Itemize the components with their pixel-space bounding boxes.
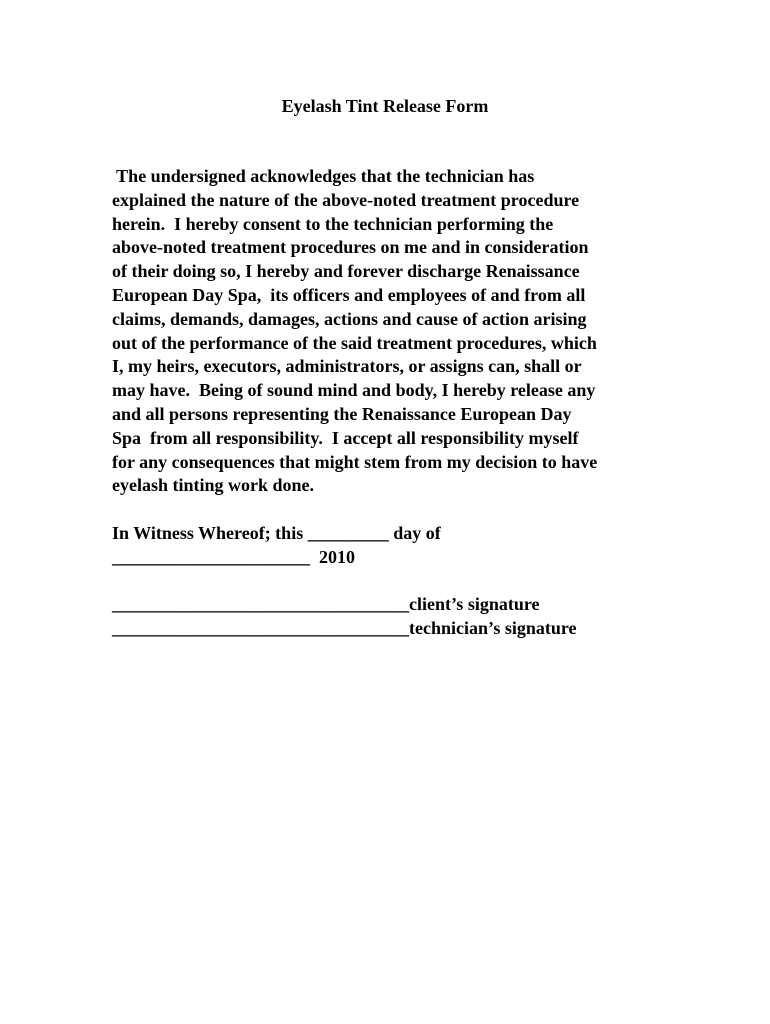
body-line: may have. Being of sound mind and body, I hereby release any <box>112 380 596 401</box>
body-line: European Day Spa, its officers and employees of and from all <box>112 284 586 305</box>
witness-date-line: In Witness Whereof; this _________ day of <box>112 522 441 543</box>
body-line: above-noted treatment procedures on me and in consideration <box>112 237 589 258</box>
body-line: The undersigned acknowledges that the technician has <box>112 166 535 186</box>
technician-signature-line: _________________________________technician’s signature <box>112 618 577 639</box>
body-line: for any consequences that might stem from my decision to have <box>112 451 598 472</box>
witness-year-line: ______________________ 2010 <box>112 546 355 567</box>
body-line: Spa from all responsibility. I accept all responsibility myself <box>112 427 579 448</box>
body-line: I, my heirs, executors, administrators, or assigns can, shall or <box>112 356 582 377</box>
body-line: of their doing so, I hereby and forever discharge Renaissance <box>112 261 580 282</box>
form-title: Eyelash Tint Release Form <box>281 96 489 116</box>
release-body <box>112 165 672 641</box>
body-line: explained the nature of the above-noted treatment procedure <box>112 189 580 210</box>
body-line: eyelash tinting work done. <box>112 475 315 496</box>
body-line: claims, demands, damages, actions and cause of action arising <box>112 308 587 329</box>
body-line: herein. I hereby consent to the technician performing the <box>112 213 554 234</box>
spacer <box>112 498 672 522</box>
body-line: and all persons representing the Renaissance European Day <box>112 403 572 424</box>
body-line: out of the performance of the said treatment procedures, which <box>112 332 597 353</box>
client-signature-line: _________________________________client’s signature <box>112 594 540 615</box>
spacer <box>112 570 672 594</box>
